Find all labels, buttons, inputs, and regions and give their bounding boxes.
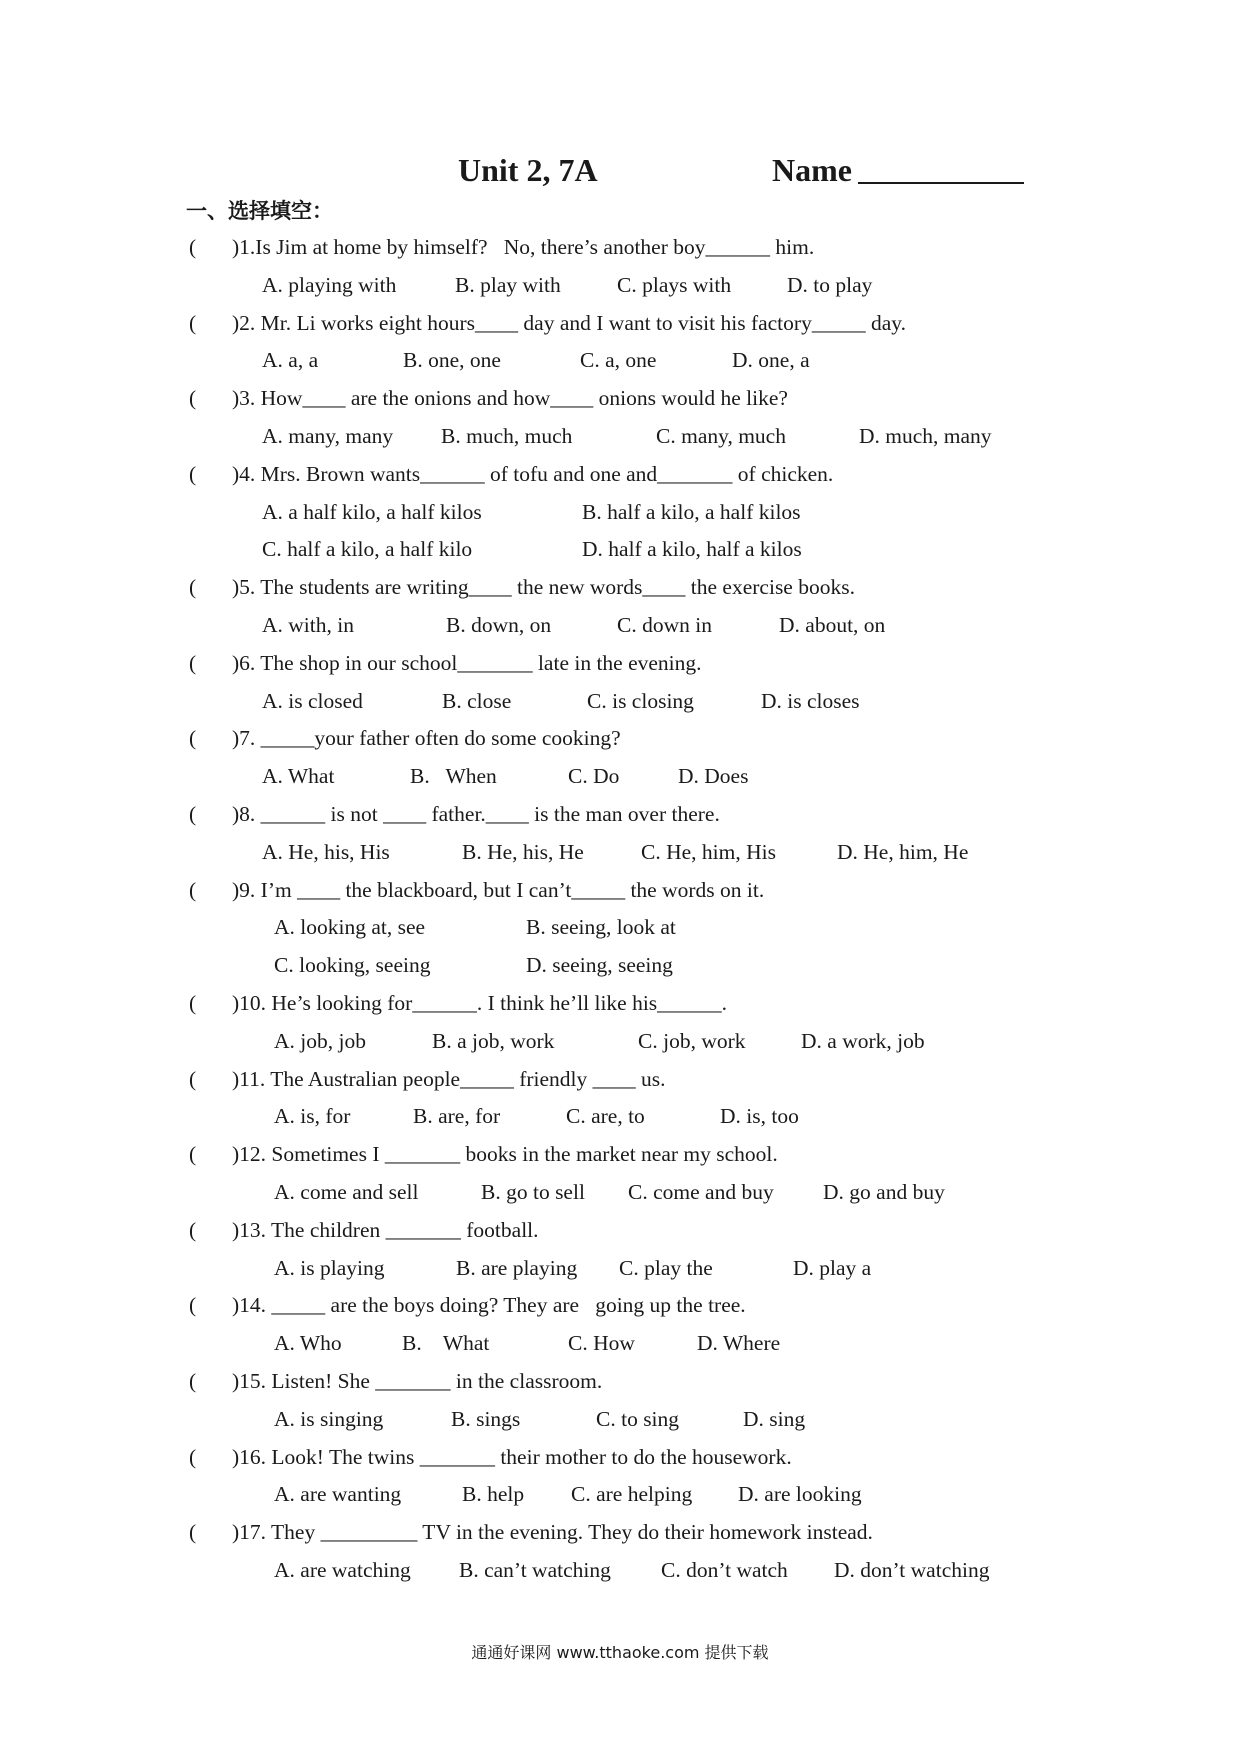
option-a: A. a, a	[262, 348, 319, 373]
options-row	[0, 1325, 1240, 1363]
option-b: B. down, on	[446, 612, 552, 637]
option-a: A. is, for	[274, 1104, 351, 1129]
option-d: D. Where	[697, 1331, 781, 1356]
option-c: C. come and buy	[628, 1179, 774, 1204]
question-text: )8. ______ is not ____ father.____ is the man over there.	[232, 801, 720, 826]
option-a: A. is playing	[274, 1255, 385, 1280]
question-text: )13. The children _______ football.	[232, 1217, 539, 1242]
option-a: A. many, many	[262, 423, 394, 448]
option-a: A. Who	[274, 1331, 342, 1356]
option-c: C. down in	[617, 612, 712, 637]
question-text: )3. How____ are the onions and how____ onions would he like?	[232, 386, 788, 411]
question-3	[0, 380, 1240, 418]
option-c: C. He, him, His	[641, 839, 776, 864]
option-b: B. When	[410, 764, 497, 789]
option-a: A. What	[262, 764, 335, 789]
option-b: B. are playing	[456, 1255, 578, 1280]
question-6	[0, 645, 1240, 683]
options-row	[0, 1552, 1240, 1590]
options-row	[0, 1476, 1240, 1514]
question-text: )4. Mrs. Brown wants______ of tofu and one and_______ of chicken.	[232, 461, 834, 486]
option-b: B. go to sell	[481, 1179, 585, 1204]
option-d: D. a work, job	[801, 1028, 925, 1053]
option-d: D. is closes	[761, 688, 860, 713]
question-8	[0, 796, 1240, 834]
option-c: C. is closing	[587, 688, 694, 713]
answer-paren[interactable]: (	[189, 801, 197, 826]
options-row	[0, 494, 1240, 532]
question-1	[0, 229, 1240, 267]
answer-paren[interactable]: (	[189, 461, 197, 486]
options-row	[0, 1023, 1240, 1061]
question-2	[0, 305, 1240, 343]
option-d: D. don’t watching	[834, 1557, 990, 1582]
option-c: C. many, much	[656, 423, 786, 448]
answer-paren[interactable]: (	[189, 235, 197, 259]
option-a: A. are watching	[274, 1557, 411, 1582]
option-c: C. looking, seeing	[274, 953, 431, 978]
option-c: C. How	[568, 1331, 635, 1356]
option-c: C. plays with	[617, 272, 732, 297]
question-text: )6. The shop in our school_______ late in the evening.	[232, 650, 702, 675]
option-a: A. is closed	[262, 688, 363, 713]
option-b: B. much, much	[441, 423, 573, 448]
question-14	[0, 1287, 1240, 1325]
option-a: A. are wanting	[274, 1482, 402, 1507]
option-b: B. a job, work	[432, 1028, 555, 1053]
options-row	[0, 267, 1240, 305]
options-row	[0, 1174, 1240, 1212]
question-text: )17. They _________ TV in the evening. They do their homework instead.	[232, 1520, 873, 1545]
option-c: C. are helping	[571, 1482, 693, 1507]
options-row	[0, 1250, 1240, 1288]
option-c: C. play the	[619, 1255, 713, 1280]
options-row	[0, 1098, 1240, 1136]
question-11	[0, 1061, 1240, 1099]
option-b: B. sings	[451, 1406, 521, 1431]
options-row	[0, 607, 1240, 645]
option-a: A. come and sell	[274, 1179, 419, 1204]
option-d: D. He, him, He	[837, 839, 969, 864]
question-text: )16. Look! The twins _______ their mother to do the housework.	[232, 1444, 792, 1469]
answer-paren[interactable]: (	[189, 386, 197, 411]
option-d: D. seeing, seeing	[526, 953, 673, 978]
option-c: C. Do	[568, 764, 620, 789]
options-row	[0, 947, 1240, 985]
page-title: Unit 2, 7A	[458, 152, 598, 188]
option-d: D. is, too	[720, 1104, 799, 1129]
question-text: )2. Mr. Li works eight hours____ day and I want to visit his factory_____ day.	[232, 310, 906, 335]
question-text: )14. _____ are the boys doing? They are going up the tree.	[232, 1293, 746, 1318]
option-a: A. looking at, see	[274, 915, 426, 940]
option-d: D. half a kilo, half a kilos	[582, 537, 802, 562]
option-d: D. are looking	[738, 1482, 862, 1507]
answer-paren[interactable]: (	[189, 1520, 197, 1545]
option-a: A. He, his, His	[262, 839, 390, 864]
option-b: B. half a kilo, a half kilos	[582, 499, 801, 524]
option-d: D. much, many	[859, 423, 992, 448]
question-text: )5. The students are writing____ the new words____ the exercise books.	[232, 575, 855, 600]
answer-paren[interactable]: (	[189, 726, 197, 751]
option-d: D. sing	[743, 1406, 806, 1431]
option-c: C. half a kilo, a half kilo	[262, 537, 473, 562]
option-a: A. with, in	[262, 612, 354, 637]
option-b: B. can’t watching	[459, 1557, 611, 1582]
section-heading: 一、选择填空：	[186, 199, 333, 223]
options-row	[0, 342, 1240, 380]
answer-paren[interactable]: (	[189, 1142, 197, 1167]
option-a: A. is singing	[274, 1406, 384, 1431]
answer-paren[interactable]: (	[189, 1368, 197, 1393]
question-16	[0, 1439, 1240, 1477]
option-b: B. close	[442, 688, 512, 713]
options-row	[0, 834, 1240, 872]
option-b: B. He, his, He	[462, 839, 584, 864]
option-c: C. don’t watch	[661, 1557, 788, 1582]
question-text: )7. _____your father often do some cooking?	[232, 726, 621, 751]
option-c: C. to sing	[596, 1406, 680, 1431]
options-row	[0, 909, 1240, 947]
question-9	[0, 872, 1240, 910]
options-row	[0, 531, 1240, 569]
option-b: B. one, one	[403, 348, 501, 373]
question-10	[0, 985, 1240, 1023]
answer-paren[interactable]: (	[189, 575, 197, 600]
question-list	[0, 229, 1240, 1590]
question-text: )1.Is Jim at home by himself? No, there’s another boy______ him.	[232, 235, 815, 259]
name-label: Name	[772, 152, 852, 188]
option-c: C. are, to	[566, 1104, 645, 1129]
question-text: )9. I’m ____ the blackboard, but I can’t_____ the words on it.	[232, 877, 765, 902]
option-a: A. a half kilo, a half kilos	[262, 499, 482, 524]
question-13	[0, 1212, 1240, 1250]
options-row	[0, 683, 1240, 721]
option-b: B. help	[462, 1482, 525, 1507]
options-row	[0, 758, 1240, 796]
question-text: )15. Listen! She _______ in the classroom.	[232, 1368, 603, 1393]
option-d: D. play a	[793, 1255, 872, 1280]
option-b: B. What	[402, 1331, 490, 1356]
option-d: D. Does	[678, 764, 749, 789]
answer-paren[interactable]: (	[189, 990, 197, 1015]
name-blank-line	[858, 182, 1024, 184]
question-5	[0, 569, 1240, 607]
option-d: D. to play	[787, 272, 873, 297]
question-15	[0, 1363, 1240, 1401]
answer-paren[interactable]: (	[189, 1066, 197, 1091]
option-a: A. playing with	[262, 272, 397, 297]
answer-paren[interactable]: (	[189, 650, 197, 675]
option-d: D. about, on	[779, 612, 886, 637]
question-17	[0, 1514, 1240, 1552]
option-b: B. are, for	[413, 1104, 501, 1129]
option-d: D. one, a	[732, 348, 810, 373]
options-row	[0, 418, 1240, 456]
option-c: C. job, work	[638, 1028, 746, 1053]
options-row	[0, 1401, 1240, 1439]
answer-paren[interactable]: (	[189, 1217, 197, 1242]
answer-paren[interactable]: (	[189, 1444, 197, 1469]
question-text: )12. Sometimes I _______ books in the market near my school.	[232, 1142, 778, 1167]
question-12	[0, 1136, 1240, 1174]
answer-paren[interactable]: (	[189, 310, 197, 335]
option-c: C. a, one	[580, 348, 657, 373]
answer-paren[interactable]: (	[189, 877, 197, 902]
question-4	[0, 456, 1240, 494]
option-b: B. seeing, look at	[526, 915, 676, 940]
question-7	[0, 720, 1240, 758]
title-row	[0, 148, 1240, 192]
footer-text: 通通好课网 www.tthaoke.com 提供下载	[471, 1643, 769, 1662]
option-a: A. job, job	[274, 1028, 366, 1053]
question-text: )10. He’s looking for______. I think he’ll like his______.	[232, 990, 728, 1015]
option-b: B. play with	[455, 272, 561, 297]
option-d: D. go and buy	[823, 1179, 945, 1204]
question-text: )11. The Australian people_____ friendly ____ us.	[232, 1066, 666, 1091]
answer-paren[interactable]: (	[189, 1293, 197, 1318]
